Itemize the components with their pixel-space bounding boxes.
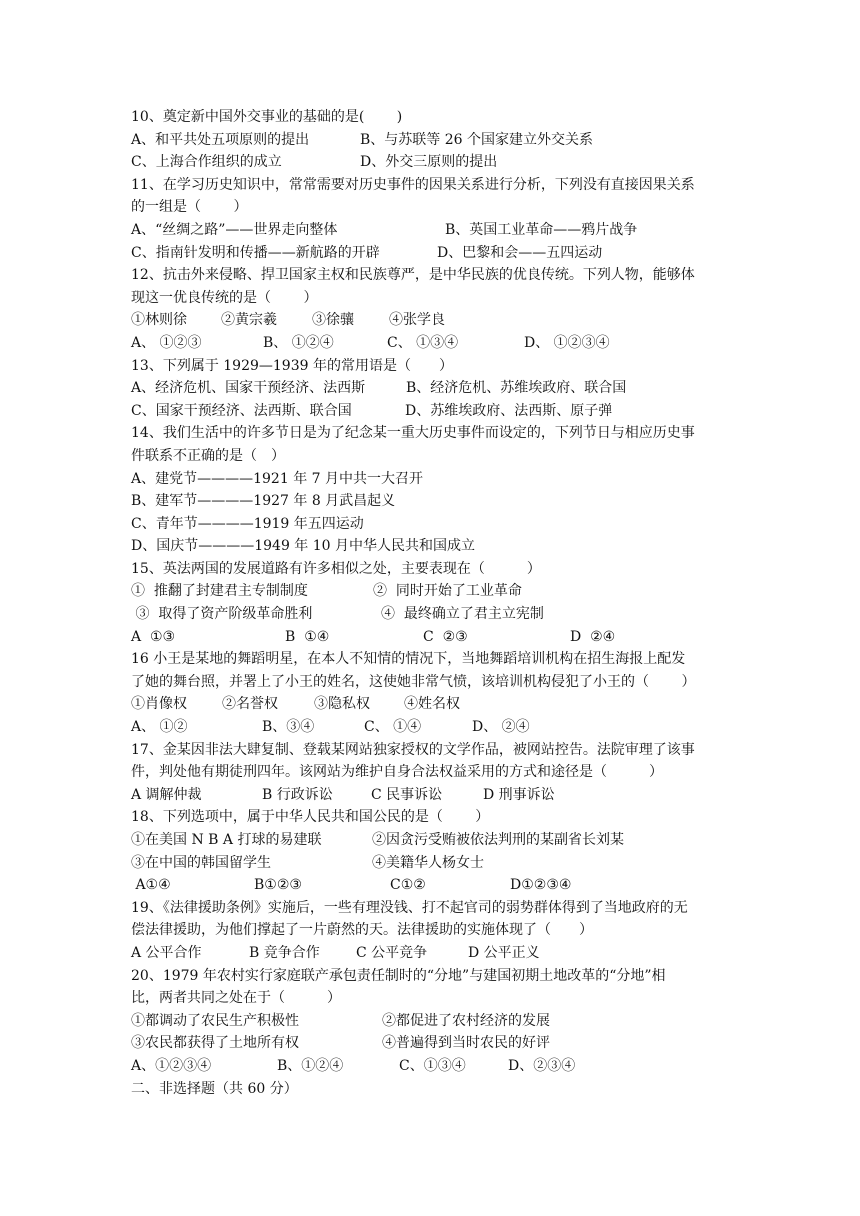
option-b: B 竞争合作 bbox=[249, 944, 320, 961]
question-12-stem-line-1: 12、抗击外来侵略、捍卫国家主权和民族尊严，是中华民族的优良传统。下列人物，能够体 bbox=[131, 267, 695, 284]
option-b: B、①②④ bbox=[277, 1057, 344, 1074]
question-19-stem-line-1: 19、《法律援助条例》实施后，一些有理没钱、打不起官司的弱势群体得到了当地政府的无 bbox=[131, 899, 688, 916]
item-2: ②名誉权 bbox=[222, 696, 278, 713]
item-3: ③隐私权 bbox=[314, 696, 370, 713]
question-14-option-b: B、建军节————1927 年 8 月武昌起义 bbox=[131, 493, 396, 510]
option-c: C、 ①④ bbox=[364, 719, 422, 736]
option-b: B 行政诉讼 bbox=[262, 786, 333, 803]
question-14-option-a: A、建党节————1921 年 7 月中共一大召开 bbox=[131, 470, 423, 487]
option-b: B、 ①②④ bbox=[263, 334, 334, 351]
question-11-options-row-1 bbox=[131, 219, 741, 242]
question-19-options-row bbox=[131, 942, 741, 965]
option-d: D、②③④ bbox=[508, 1057, 576, 1074]
question-18-options-row bbox=[131, 874, 741, 897]
option-c: C、①③④ bbox=[399, 1057, 466, 1074]
question-18-stem: 18、下列选项中，属于中华人民共和国公民的是（ ） bbox=[131, 809, 490, 826]
question-17-stem-line-2: 件，判处他有期徒刑四年。该网站为维护自身合法权益采用的方式和途径是（ ） bbox=[131, 764, 663, 781]
option-b: B、③④ bbox=[262, 719, 315, 736]
option-d: D、 ①②③④ bbox=[524, 334, 610, 351]
option-d: D、苏维埃政府、法西斯、原子弹 bbox=[405, 402, 613, 419]
option-a: A①④ bbox=[131, 877, 171, 894]
option-c: C 民事诉讼 bbox=[371, 786, 443, 803]
option-a: A、“丝绸之路”——世界走向整体 bbox=[131, 221, 338, 238]
item-2: ② 同时开始了工业革命 bbox=[373, 583, 522, 600]
question-12-options-row bbox=[131, 332, 741, 355]
option-c: C、上海合作组织的成立 bbox=[131, 154, 282, 171]
question-16-stem-line-1: 16 小王是某地的舞蹈明星，在本人不知情的情况下，当地舞蹈培训机构在招生海报上配发 bbox=[131, 651, 686, 668]
item-4: ④普遍得到当时农民的好评 bbox=[382, 1035, 550, 1052]
question-20-stem-line-2: 比，两者共同之处在于（ ） bbox=[131, 990, 341, 1007]
item-1: ①肖像权 bbox=[131, 696, 187, 713]
option-a: A、 ①② bbox=[131, 719, 188, 736]
item-3: ③农民都获得了土地所有权 bbox=[131, 1035, 299, 1052]
option-a: A、①②③④ bbox=[131, 1057, 212, 1074]
question-14-stem-line-1: 14、我们生活中的许多节日是为了纪念某一重大历史事件而设定的，下列节日与相应历史事 bbox=[131, 425, 695, 442]
question-16-stem-line-2: 了她的舞台照，并署上了小王的姓名，这使她非常气愤，该培训机构侵犯了小王的（ ） bbox=[131, 673, 696, 690]
item-2: ②都促进了农村经济的发展 bbox=[382, 1012, 550, 1029]
option-b: B①②③ bbox=[254, 877, 302, 894]
option-c: C、国家干预经济、法西斯、联合国 bbox=[131, 402, 352, 419]
question-13-stem: 13、下列属于 1929—1939 年的常用语是（ ） bbox=[131, 357, 453, 374]
question-20-items-row-1 bbox=[131, 1010, 741, 1033]
option-d: D ②④ bbox=[570, 628, 616, 645]
option-a: A 公平合作 bbox=[131, 944, 202, 961]
option-b: B、与苏联等 26 个国家建立外交关系 bbox=[360, 131, 594, 148]
option-d: D 刑事诉讼 bbox=[483, 786, 555, 803]
item-1: ① 推翻了封建君主专制制度 bbox=[131, 583, 308, 600]
option-a: A ①③ bbox=[131, 628, 176, 645]
option-d: D 公平正义 bbox=[468, 944, 540, 961]
question-13-options-row-1 bbox=[131, 377, 741, 400]
question-15-items-row-2 bbox=[131, 603, 741, 626]
question-10-options-row-1 bbox=[131, 129, 741, 152]
question-20-stem-line-1: 20、1979 年农村实行家庭联产承包责任制时的“分地”与建国初期土地改革的“分地”相 bbox=[131, 967, 666, 984]
question-12-items-row bbox=[131, 309, 741, 332]
question-13-options-row-2 bbox=[131, 400, 741, 423]
item-3: ③ 取得了资产阶级革命胜利 bbox=[131, 606, 313, 623]
question-18-items-row-2 bbox=[131, 852, 741, 875]
question-18-items-row-1 bbox=[131, 829, 741, 852]
item-4: ④张学良 bbox=[389, 312, 445, 329]
question-14-option-c: C、青年节————1919 年五四运动 bbox=[131, 515, 364, 532]
question-17-options-row bbox=[131, 784, 741, 807]
option-b: B ①④ bbox=[285, 628, 330, 645]
option-b: B、经济危机、苏维埃政府、联合国 bbox=[406, 380, 627, 397]
question-14-option-d: D、国庆节————1949 年 10 月中华人民共和国成立 bbox=[131, 538, 476, 555]
option-c: C①② bbox=[390, 877, 426, 894]
question-11-stem-line-2: 的一组是（ ） bbox=[131, 199, 248, 216]
item-4: ④ 最终确立了君主立宪制 bbox=[381, 606, 544, 623]
option-b: B、英国工业革命——鸦片战争 bbox=[445, 221, 638, 238]
question-20-options-row bbox=[131, 1055, 741, 1078]
option-a: A、 ①②③ bbox=[131, 334, 202, 351]
option-d: D、外交三原则的提出 bbox=[360, 154, 498, 171]
option-a: A 调解仲裁 bbox=[131, 786, 202, 803]
exam-content bbox=[131, 106, 741, 1100]
question-11-options-row-2 bbox=[131, 242, 741, 265]
question-10-options-row-2 bbox=[131, 151, 741, 174]
option-a: A、和平共处五项原则的提出 bbox=[131, 131, 310, 148]
question-15-options-row bbox=[131, 626, 741, 649]
question-16-items-row bbox=[131, 693, 741, 716]
item-2: ②因贪污受贿被依法判刑的某副省长刘某 bbox=[372, 832, 624, 848]
option-c: C ②③ bbox=[423, 628, 468, 645]
item-3: ③在中国的韩国留学生 bbox=[131, 854, 271, 871]
question-19-stem-line-2: 偿法律援助，为他们撑起了一片蔚然的天。法律援助的实施体现了（ ） bbox=[131, 922, 593, 939]
section-heading: 二、非选择题（共 60 分） bbox=[131, 1080, 298, 1097]
question-11-stem-line-1: 11、在学习历史知识中，常常需要对历史事件的因果关系进行分析，下列没有直接因果关系 bbox=[131, 176, 695, 193]
question-10-stem: 10、奠定新中国外交事业的基础的是( ) bbox=[131, 109, 403, 125]
option-d: D、 ②④ bbox=[472, 719, 530, 736]
question-12-stem-line-2: 现这一优良传统的是（ ） bbox=[131, 289, 318, 306]
question-15-items-row-1 bbox=[131, 580, 741, 603]
question-16-options-row bbox=[131, 716, 741, 739]
option-c: C 公平竞争 bbox=[356, 944, 428, 961]
option-c: C、 ①③④ bbox=[387, 334, 459, 351]
item-2: ②黄宗羲 bbox=[221, 312, 277, 329]
item-4: ④美籍华人杨女士 bbox=[372, 854, 484, 871]
item-3: ③徐骧 bbox=[312, 312, 354, 329]
question-14-stem-line-2: 件联系不正确的是（ ） bbox=[131, 447, 285, 464]
item-4: ④姓名权 bbox=[404, 696, 460, 713]
question-20-items-row-2 bbox=[131, 1032, 741, 1055]
item-1: ①在美国 N B A 打球的易建联 bbox=[131, 832, 322, 848]
question-15-stem: 15、英法两国的发展道路有许多相似之处，主要表现在（ ） bbox=[131, 560, 541, 577]
question-17-stem-line-1: 17、金某因非法大肆复制、登载某网站独家授权的文学作品，被网站控告。法院审理了该事 bbox=[131, 741, 695, 758]
option-d: D、巴黎和会——五四运动 bbox=[437, 244, 603, 261]
option-d: D①②③④ bbox=[510, 877, 572, 894]
option-a: A、经济危机、国家干预经济、法西斯 bbox=[131, 380, 366, 397]
item-1: ①林则徐 bbox=[131, 312, 187, 329]
item-1: ①都调动了农民生产积极性 bbox=[131, 1012, 299, 1029]
option-c: C、指南针发明和传播——新航路的开辟 bbox=[131, 244, 380, 261]
